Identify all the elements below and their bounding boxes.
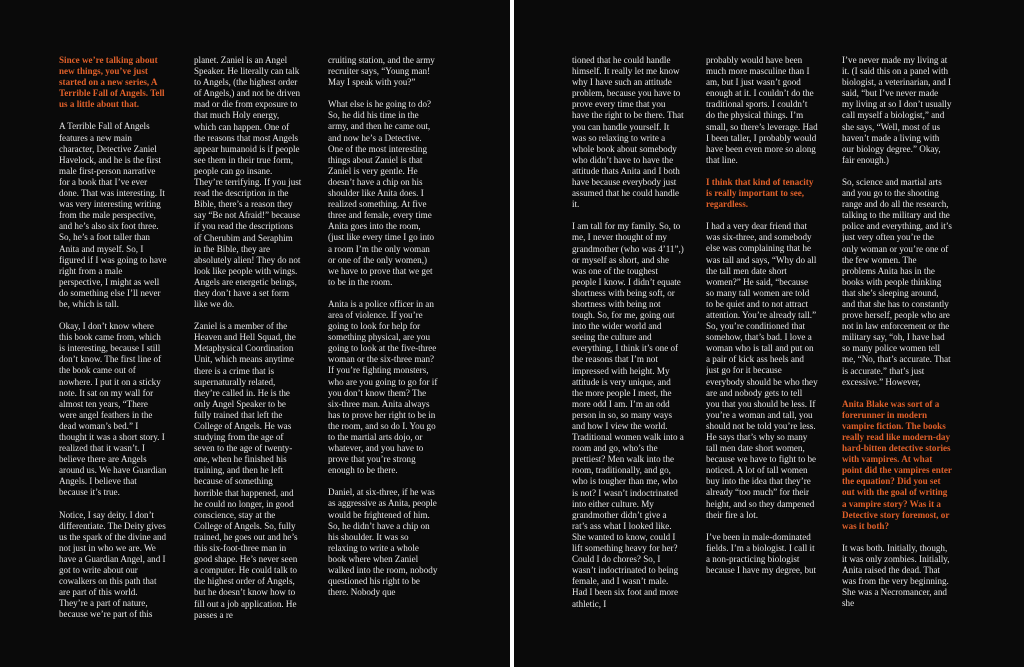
answer-paragraph: Daniel, at six-three, if he was as aggressive as Anita, people would be frightened of him. So, he didn’t have a chip on his shoulder. It was so relaxing to write a whole book where when Zaniel walked into the room, nobody questioned his right to be there. Nobody que [328, 487, 438, 598]
answer-paragraph: A Terrible Fall of Angels features a new main character, Detective Zaniel Havelock, and he is the first male first-person narrative for a book that I’ve ever done. That was interesting. It was very interesting writing from the male perspective, and he’s also six foot three. So, he’s a foot taller than Anita and myself. So, I figured if I was going to have right from a male perspective, I might as well do something else I’ll never be, which is tall. [59, 121, 167, 309]
answer-paragraph: Anita is a police officer in an area of violence. If you’re going to look for help for something physical, are you going to look at the five-three woman or the six-three man? If you’re fighting monsters, who are you going to go for if you don’t know them? The six-three man. Anita always has to prove her right to be in the room, and so do I. You go to the martial arts dojo, or whatever, and you have to prove that you’re strong enough to be there. [328, 298, 438, 476]
answer-paragraph: cruiting station, and the army recruiter says, “Young man! May I speak with you?” [328, 55, 435, 88]
answer-paragraph: Okay, I don’t know where this book came from, which is interesting, because I still don’t know. The first line of the book came out of nowhere. I put it on a sticky note. It sat on my wall for almost ten years, “There were angel feathers in the dead woman’s bed.” I thought it was a short story. I realized that it wasn’t. I believe there are Angels around us. We have Guardian Angels. I believe that because it’s true. [59, 321, 167, 498]
answer-paragraph: I am tall for my family. So, to me, I never thought of my grandmother (who was 4’11”,) or myself as short, and she was one of the toughest people I know. I didn’t equate shortness with being soft, or shortness with being not tough. So, for me, going out into the wider world and seeing the culture and everything, I think it’s one of the reasons that I’m not impressed with height. My attitude is very unique, and the more people I meet, the more odd I am. I’m an odd person in so, so many ways and how I view the world. Traditional women walk into a room and go, who’s the prettiest? Men walk into the room, traditionally, and go, who is tougher than me, who is not? I wasn’t indoctrinated into either culture. My grandmother didn’t give a rat’s ass what I looked like. She wanted to know, could I lift something heavy for her? Could I do chores? So, I wasn’t indoctrinated to being female, and I wasn’t male. Had I been six foot and more athletic, I [572, 221, 684, 609]
answer-paragraph: I’ve never made my living at it. (I said this on a panel with biologist, a veterinarian, and I said, “but I’ve never made my living at so I don’t usually call myself a biologist,” and she says, “Well, most of us haven’t made a living with our biology degree.” Okay, fair enough.) [842, 55, 952, 165]
interview-question: I think that kind of tenacity is really important to see, regardless. [706, 176, 814, 210]
column-1 [59, 55, 167, 655]
column-5 [706, 55, 818, 655]
answer-paragraph: It was both. Initially, though, it was only zombies. Initially, Anita raised the dead. That was from the very beginning. She was a Necromancer, and she [842, 542, 950, 609]
answer-paragraph: Notice, I say deity. I don’t differentiate. The Deity gives us the spark of the divine and not just in who we are. We have a Guardian Angel, and I got to write about our cowalkers on this path that are part of this world. They’re a part of nature, because we’re part of this [59, 509, 167, 620]
column-4 [572, 55, 684, 655]
answer-paragraph: tioned that he could handle himself. It really let me know why I have such an attitude problem, because you have to prove every time that you have the right to be there. That you can handle yourself. It was so relaxing to write a whole book about somebody who didn’t have to have the attitude thats Anita and I both have because everybody just assumed that he could handle it. [572, 55, 684, 210]
column-6 [842, 55, 952, 655]
answer-paragraph: So, science and martial arts and you go to the shooting range and do all the research, talking to the military and the police and everything, and it’s just very often you’re the only woman or you’re one of the few women. The problems Anita has in the books with people thinking that she’s sleeping around, and that she has to constantly prove herself, people who are not in law enforcement or the military say, “oh, I have had so many police women tell me, “No, that’s accurate. That is accurate.” that’s just excessive.” However, [842, 176, 952, 387]
left-page [0, 0, 510, 667]
answer-paragraph: planet. Zaniel is an Angel Speaker. He literally can talk to Angels, (the highest order of Angels,) and not be driven mad or die from exposure to that much Holy energy, which can happen. One of the reasons that most Angels appear humanoid is if people see them in their true form, people can go insane. They’re terrifying. If you just read the description in the Bible, there’s a reason they say “Be not Afraid!” because if you read the descriptions of Cherubim and Seraphim in the Bible, they are absolutely alien! They do not look like people with wings. Angels are energetic beings, they don’t have a set form like we do. [194, 55, 302, 310]
interview-question: Anita Blake was sort of a forerunner in modern vampire fiction. The books really read like modern-day hard-bitten detective stories with vampires. At what point did the vampires enter the equation? Did you set out with the goal of writing a vampire story? Was it a Detective story foremost, or was it both? [842, 398, 952, 531]
answer-paragraph: Zaniel is a member of the Heaven and Hell Squad, the Metaphysical Coordination Unit, which means anytime there is a crime that is supernaturally related, they’re called in. He is the only Angel Speaker to be fully trained that left the College of Angels. He was studying from the age of seven to the age of twenty-one, when he finished his training, and then he left because of something horrible that happened, and he could no longer, in good conscience, stay at the College of Angels. So, fully trained, he goes out and he’s this six-foot-three man in good shape. He’s never seen a computer. He could talk to the highest order of Angels, but he doesn’t know how to fill out a job application. He passes a re [194, 321, 298, 620]
answer-paragraph: I had a very dear friend that was six-three, and somebody else was complaining that he was tall and says, “Why do all the tall men date short women?” He said, “because so many tall women are told to be quiet and to not attract attention. You’re already tall.” So, you’re conditioned that somehow, that’s bad. I love a woman who is tall and put on a pair of kick ass heels and just go for it because everybody should be who they are and nobody gets to tell you that you should be less. If you’re a woman and tall, you should not be told you’re less. He says that’s why so many tall men date short women, because we have to fight to be noticed. A lot of tall women buy into the idea that they’re already “too much” for their height, and so they dampened their fire a lot. [706, 221, 818, 520]
column-2 [194, 55, 302, 655]
interview-question: Since we’re talking about new things, you’ve just started on a new series, A Terrible Fall of Angels. Tell us a little about that. [59, 55, 165, 110]
answer-paragraph: I’ve been in male-dominated fields. I’m a biologist. I call it a non-practicing biologist because I have my degree, but [706, 531, 817, 576]
right-page [514, 0, 1024, 667]
column-3 [328, 55, 438, 655]
answer-paragraph: What else is he going to do? So, he did his time in the army, and then he came out, and now he’s a Detective. One of the most interesting things about Zaniel is that Zaniel is very gentle. He doesn’t have a chip on his shoulder like Anita does. I realized something. At five three and female, every time Anita goes into the room, (just like every time I go into a room I’m the only woman or one of the only women,) we have to prove that we get to be in the room. [328, 99, 435, 287]
answer-paragraph: probably would have been much more masculine than I am, but I just wasn’t good enough at it. I couldn’t do the traditional sports. I couldn’t do the physical things. I’m small, so there’s leverage. Had I been taller, I probably would have been even more so along that line. [706, 55, 818, 165]
